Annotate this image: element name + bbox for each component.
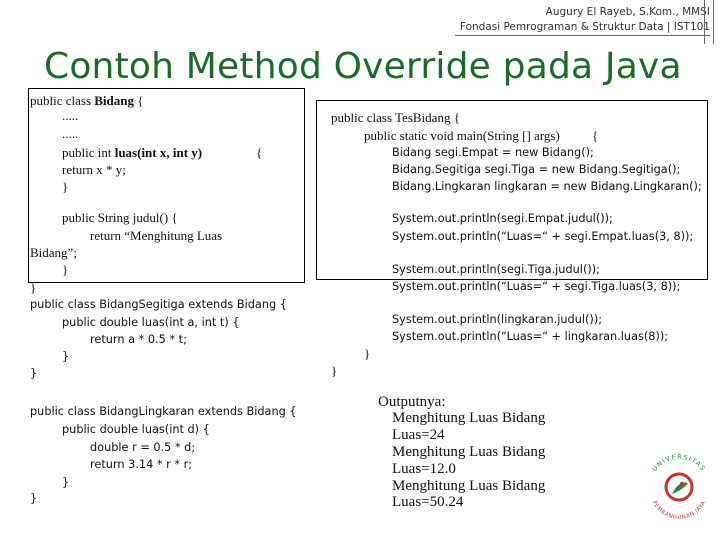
output-line: Luas=50.24 <box>392 494 464 510</box>
code-line: public class BidangLingkaran extends Bidang { <box>30 405 297 418</box>
code-line: System.out.println(“Luas=“ + segi.Tiga.luas(3, 8)); <box>392 280 681 293</box>
code-line: public double luas(int a, int t) { <box>62 316 240 329</box>
code-line: Bidang.Segitiga segi.Tiga = new Bidang.Segitiga(); <box>392 163 681 176</box>
code-line: return x * y; <box>62 162 126 177</box>
code-line: public String judul() { <box>62 210 178 225</box>
code-line: { <box>592 128 599 143</box>
output-line: Menghitung Luas Bidang <box>392 410 546 426</box>
output-title: Outputnya: <box>378 394 446 410</box>
code-line: } <box>331 363 338 378</box>
code-line: System.out.println(“Luas=“ + lingkaran.luas(8)); <box>392 330 669 343</box>
code-line: System.out.println(“Luas=“ + segi.Empat.luas(3, 8)); <box>392 230 694 243</box>
code-line: public class BidangSegitiga extends Bidang { <box>30 298 287 311</box>
code-line: Bidang segi.Empat = new Bidang(); <box>392 146 594 159</box>
code-line: Bidang”; <box>30 245 77 260</box>
code-line: } <box>30 367 38 380</box>
code-line: System.out.println(segi.Tiga.judul()); <box>392 263 600 276</box>
code-line: System.out.println(lingkaran.judul()); <box>392 313 603 326</box>
slide-title: Contoh Method Override pada Java <box>44 46 682 87</box>
code-line: return a * 0.5 * t; <box>90 333 187 346</box>
code-line: System.out.println(segi.Empat.judul()); <box>392 212 613 225</box>
code-line: double r = 0.5 * d; <box>90 441 196 454</box>
code-line: ..... <box>62 108 79 123</box>
code-line: } <box>30 492 38 505</box>
code-line: } <box>62 262 69 277</box>
output-line: Luas=24 <box>392 427 445 443</box>
output-line: Luas=12.0 <box>392 461 456 477</box>
logo-ring-bottom: PEMBANGUNAN JAYA <box>650 499 708 522</box>
output-line: Menghitung Luas Bidang <box>392 444 546 460</box>
code-line: Bidang.Lingkaran lingkaran = new Bidang.Lingkaran(); <box>392 180 702 193</box>
code-line: public int luas(int x, int y) <box>62 145 203 160</box>
code-line: } <box>62 179 69 194</box>
output-line: Menghitung Luas Bidang <box>392 478 546 494</box>
code-line: { <box>256 145 263 160</box>
code-line: } <box>62 476 70 489</box>
header-divider <box>455 35 710 36</box>
code-line: return “Menghitung Luas <box>90 228 223 243</box>
code-line: } <box>364 346 371 361</box>
code-line: ..... <box>62 126 79 141</box>
code-line: } <box>62 350 70 363</box>
logo-ring-top: UNIVERSITAS <box>650 452 708 474</box>
header-course: Fondasi Pemrograman & Struktur Data | IST101 <box>459 21 710 33</box>
code-line: } <box>30 280 37 295</box>
header-author: Augury El Rayeb, S.Kom., MMSI <box>545 6 710 18</box>
corner-decoration <box>704 0 714 44</box>
code-line: public static void main(String [] args) <box>364 128 560 143</box>
code-line: return 3.14 * r * r; <box>90 458 193 471</box>
code-line: public double luas(int d) { <box>62 423 210 436</box>
code-line: public class Bidang { <box>30 93 144 108</box>
university-logo-icon <box>642 450 716 524</box>
code-line: public class TesBidang { <box>331 110 460 125</box>
